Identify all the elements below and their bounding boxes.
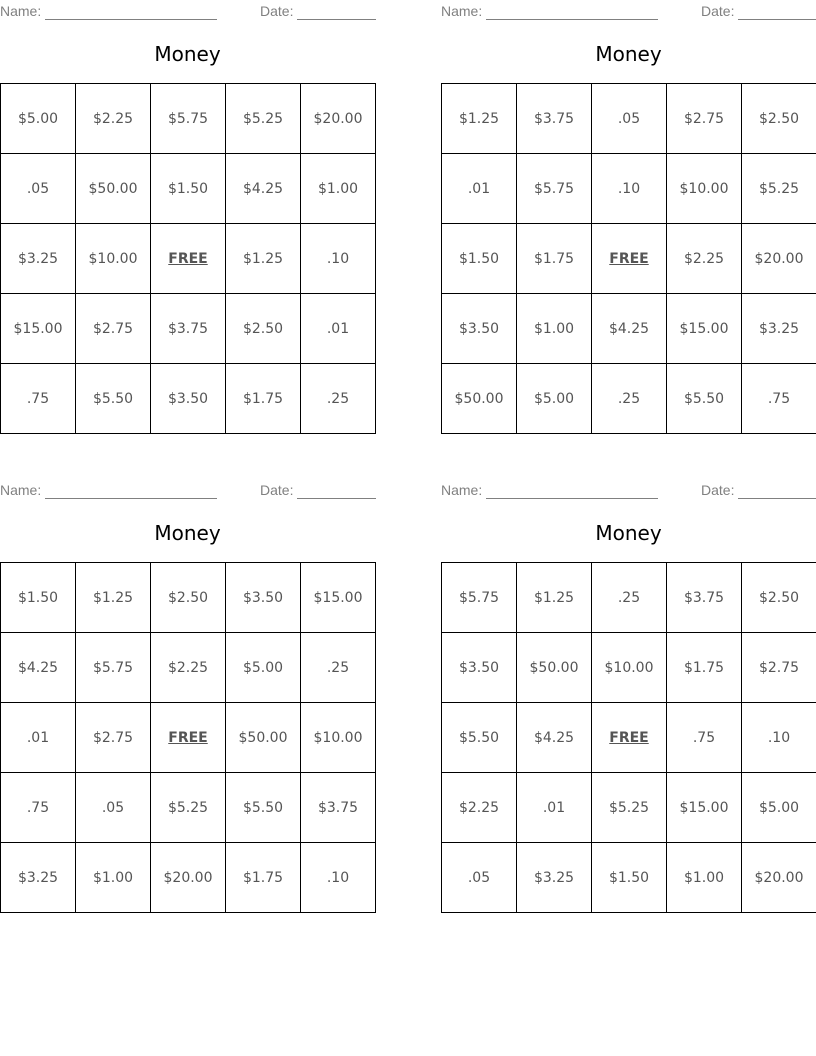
grid-cell: $1.75 <box>226 843 301 913</box>
grid-cell: .25 <box>301 633 376 703</box>
grid-cell: $4.25 <box>226 154 301 224</box>
name-label: Name: <box>0 3 42 19</box>
grid-cell: .10 <box>301 224 376 294</box>
bingo-card <box>0 479 375 913</box>
grid-cell: $10.00 <box>76 224 151 294</box>
grid-cell: $2.50 <box>151 563 226 633</box>
grid-cell: $2.25 <box>667 224 742 294</box>
grid-cell: $3.50 <box>226 563 301 633</box>
grid-cell: .75 <box>1 773 76 843</box>
grid-cell: $1.50 <box>592 843 667 913</box>
date-blank-line <box>297 498 376 499</box>
grid-cell: $3.75 <box>151 294 226 364</box>
grid-cell: $4.25 <box>517 703 592 773</box>
bingo-card <box>441 0 816 434</box>
grid-cell: $1.00 <box>667 843 742 913</box>
grid-cell: .10 <box>592 154 667 224</box>
grid-cell: $1.50 <box>1 563 76 633</box>
grid-cell: $2.75 <box>76 294 151 364</box>
date-label: Date: <box>260 3 294 19</box>
grid-cell: .05 <box>76 773 151 843</box>
date-label: Date: <box>260 482 294 498</box>
grid-cell: $15.00 <box>667 294 742 364</box>
date-blank-line <box>297 19 376 20</box>
grid-cell: $5.25 <box>742 154 816 224</box>
grid-cell: $3.50 <box>151 364 226 434</box>
grid-cell: $3.75 <box>517 84 592 154</box>
grid-row <box>442 364 816 434</box>
grid-cell: $50.00 <box>517 633 592 703</box>
grid-cell: .25 <box>301 364 376 434</box>
grid-cell: .25 <box>592 364 667 434</box>
grid-row <box>442 703 816 773</box>
grid-cell: $15.00 <box>1 294 76 364</box>
name-blank-line <box>45 19 217 20</box>
grid-cell: $4.25 <box>592 294 667 364</box>
grid-cell: $1.00 <box>76 843 151 913</box>
grid-cell: .05 <box>592 84 667 154</box>
grid-cell: $3.50 <box>442 294 517 364</box>
grid-cell: $5.00 <box>1 84 76 154</box>
grid-row <box>442 84 816 154</box>
grid-cell: $5.75 <box>442 563 517 633</box>
grid-cell: .01 <box>1 703 76 773</box>
grid-cell: $5.75 <box>76 633 151 703</box>
grid-cell: $2.25 <box>76 84 151 154</box>
grid-cell: $5.50 <box>667 364 742 434</box>
grid-row <box>442 294 816 364</box>
name-label: Name: <box>441 482 483 498</box>
grid-cell: .75 <box>742 364 816 434</box>
grid-cell: $3.50 <box>442 633 517 703</box>
grid-cell: .10 <box>301 843 376 913</box>
grid-cell: $50.00 <box>76 154 151 224</box>
grid-row <box>1 563 376 633</box>
grid-cell: $20.00 <box>742 843 816 913</box>
grid-cell: $3.75 <box>667 563 742 633</box>
grid-cell: $15.00 <box>301 563 376 633</box>
card-title: Money <box>154 521 221 545</box>
bingo-grid <box>0 562 376 913</box>
grid-row <box>1 154 376 224</box>
grid-cell: $5.50 <box>76 364 151 434</box>
grid-cell: $1.50 <box>151 154 226 224</box>
grid-cell: $20.00 <box>151 843 226 913</box>
grid-cell: $5.25 <box>592 773 667 843</box>
grid-cell: $1.25 <box>76 563 151 633</box>
grid-cell: $2.25 <box>151 633 226 703</box>
grid-cell: $1.00 <box>301 154 376 224</box>
date-label: Date: <box>701 482 735 498</box>
grid-cell: $1.75 <box>667 633 742 703</box>
grid-cell: .75 <box>1 364 76 434</box>
grid-cell: $10.00 <box>667 154 742 224</box>
card-title: Money <box>595 42 662 66</box>
grid-cell: $1.50 <box>442 224 517 294</box>
name-blank-line <box>486 498 658 499</box>
name-label: Name: <box>0 482 42 498</box>
grid-cell: .75 <box>667 703 742 773</box>
free-space: FREE <box>592 224 667 294</box>
grid-cell: $10.00 <box>592 633 667 703</box>
grid-row <box>442 773 816 843</box>
bingo-grid <box>441 562 816 913</box>
grid-cell: $5.00 <box>226 633 301 703</box>
grid-cell: $15.00 <box>667 773 742 843</box>
grid-cell: $5.00 <box>517 364 592 434</box>
grid-cell: $20.00 <box>742 224 816 294</box>
grid-row <box>1 633 376 703</box>
grid-cell: $1.25 <box>517 563 592 633</box>
grid-cell: $2.50 <box>226 294 301 364</box>
grid-cell: $3.25 <box>1 224 76 294</box>
grid-cell: $4.25 <box>1 633 76 703</box>
name-label: Name: <box>441 3 483 19</box>
grid-cell: $5.75 <box>517 154 592 224</box>
grid-cell: $3.25 <box>742 294 816 364</box>
grid-cell: $5.00 <box>742 773 816 843</box>
grid-cell: $1.75 <box>517 224 592 294</box>
grid-cell: $3.75 <box>301 773 376 843</box>
bingo-card <box>441 479 816 913</box>
card-header <box>0 482 375 498</box>
grid-cell: .05 <box>442 843 517 913</box>
grid-row <box>1 294 376 364</box>
grid-cell: .10 <box>742 703 816 773</box>
grid-cell: $2.50 <box>742 84 816 154</box>
grid-row <box>442 633 816 703</box>
grid-cell: .25 <box>592 563 667 633</box>
grid-cell: $5.50 <box>226 773 301 843</box>
grid-cell: .01 <box>442 154 517 224</box>
grid-cell: $1.25 <box>442 84 517 154</box>
grid-cell: $2.25 <box>442 773 517 843</box>
free-space: FREE <box>592 703 667 773</box>
grid-cell: $2.50 <box>742 563 816 633</box>
free-space: FREE <box>151 703 226 773</box>
grid-row <box>442 843 816 913</box>
grid-row <box>442 224 816 294</box>
free-space: FREE <box>151 224 226 294</box>
grid-cell: $1.00 <box>517 294 592 364</box>
card-title: Money <box>154 42 221 66</box>
grid-row <box>1 84 376 154</box>
grid-cell: .01 <box>301 294 376 364</box>
grid-cell: $50.00 <box>226 703 301 773</box>
grid-cell: $1.25 <box>226 224 301 294</box>
grid-cell: $5.75 <box>151 84 226 154</box>
grid-cell: $5.25 <box>226 84 301 154</box>
card-header <box>441 482 816 498</box>
name-blank-line <box>45 498 217 499</box>
grid-row <box>1 773 376 843</box>
grid-row <box>1 703 376 773</box>
date-label: Date: <box>701 3 735 19</box>
grid-cell: .01 <box>517 773 592 843</box>
grid-row <box>1 224 376 294</box>
name-blank-line <box>486 19 658 20</box>
grid-cell: $20.00 <box>301 84 376 154</box>
grid-cell: $3.25 <box>1 843 76 913</box>
bingo-card <box>0 0 375 434</box>
grid-row <box>442 563 816 633</box>
grid-row <box>1 364 376 434</box>
grid-cell: .05 <box>1 154 76 224</box>
grid-cell: $2.75 <box>76 703 151 773</box>
card-title: Money <box>595 521 662 545</box>
date-blank-line <box>738 19 816 20</box>
grid-row <box>442 154 816 224</box>
grid-cell: $10.00 <box>301 703 376 773</box>
card-header <box>0 3 375 19</box>
date-blank-line <box>738 498 816 499</box>
grid-cell: $5.25 <box>151 773 226 843</box>
grid-cell: $2.75 <box>667 84 742 154</box>
grid-cell: $2.75 <box>742 633 816 703</box>
grid-cell: $3.25 <box>517 843 592 913</box>
grid-cell: $1.75 <box>226 364 301 434</box>
grid-row <box>1 843 376 913</box>
grid-cell: $50.00 <box>442 364 517 434</box>
bingo-grid <box>0 83 376 434</box>
grid-cell: $5.50 <box>442 703 517 773</box>
bingo-grid <box>441 83 816 434</box>
card-header <box>441 3 816 19</box>
